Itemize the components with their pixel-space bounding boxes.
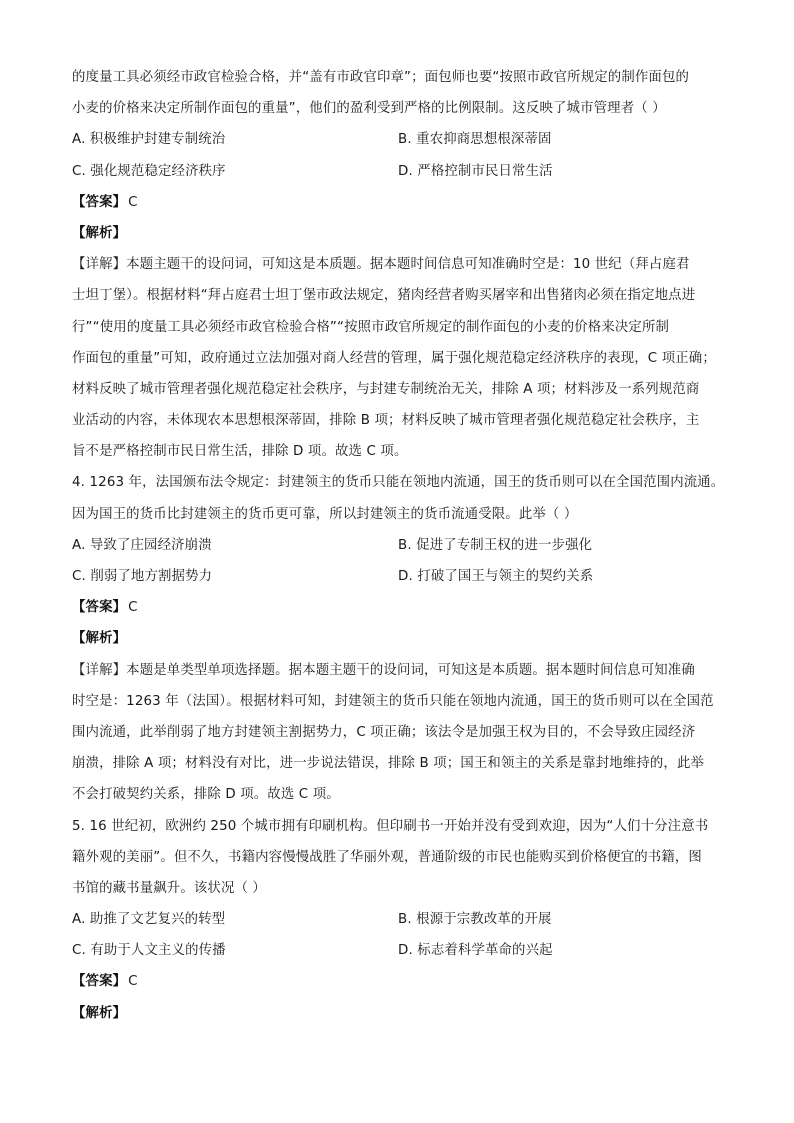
explanation-line: 崩溃，排除 A 项；材料没有对比，进一步说法错误，排除 B 项；国王和领主的关系是靠封地维持的，此举 — [72, 756, 705, 772]
options-row — [72, 904, 732, 935]
options-row — [72, 935, 732, 966]
option-a: A. 积极维护封建专制统治 — [72, 132, 226, 148]
option-b: B. 促进了专制王权的进一步强化 — [398, 537, 593, 553]
explanation-line: 时空是：1263 年（法国）。根据材料可知，封建领主的货币只能在领地内流通，国王的货币则可以在全国范 — [72, 693, 714, 709]
option-d: D. 标志着科学革命的兴起 — [398, 943, 553, 959]
question-stem-line: 小麦的价格来决定所制作面包的重量”，他们的盈利受到严格的比例限制。这反映了城市管理者（ ） — [72, 101, 666, 117]
answer-value: C — [128, 974, 138, 990]
question-stem-line: 的度量工具必须经市政官检验合格，并“盖有市政官印章”；面包师也要“按照市政官所规定的制作面包的 — [72, 70, 690, 85]
explanation-line: 【详解】本题主题干的设问词，可知这是本质题。据本题时间信息可知准确时空是：10 世纪（拜占庭君 — [72, 257, 690, 273]
explanation-line: 材料反映了城市管理者强化规范稳定社会秩序，与封建专制统治无关，排除 A 项；材料涉及一系列规范商 — [72, 381, 700, 397]
explanation-line: 作面包的重量”可知，政府通过立法加强对商人经营的管理，属于强化规范稳定经济秩序的表现，C 项正确； — [72, 350, 716, 366]
question-stem-line: 因为国王的货币比封建领主的货币更可靠，所以封建领主的货币流通受限。此举（ ） — [72, 506, 578, 522]
answer-line — [72, 966, 732, 997]
analysis-line — [72, 218, 732, 249]
option-d: D. 打破了国王与领主的契约关系 — [398, 569, 594, 584]
explanation-line: 行”“使用的度量工具必须经市政官检验合格”“按照市政官所规定的制作面包的小麦的价格来决定所制 — [72, 319, 670, 335]
question-5 — [72, 811, 732, 1029]
answer-tag: 【答案】 — [72, 974, 127, 990]
option-b: B. 重农抑商思想根深蒂固 — [398, 132, 552, 148]
option-c: C. 有助于人文主义的传播 — [72, 943, 226, 959]
option-a: A. 助推了文艺复兴的转型 — [72, 912, 226, 928]
analysis-tag: 【解析】 — [72, 631, 127, 647]
option-d: D. 严格控制市民日常生活 — [398, 163, 553, 179]
answer-tag: 【答案】 — [72, 600, 127, 616]
analysis-tag: 【解析】 — [72, 225, 127, 241]
answer-value: C — [128, 194, 138, 210]
answer-line — [72, 187, 732, 218]
options-row — [72, 530, 732, 561]
explanation-line: 业活动的内容，未体现农本思想根深蒂固，排除 B 项；材料反映了城市管理者强化规范稳定社会秩序，主 — [72, 413, 700, 429]
explanation-line: 围内流通，此举削弱了地方封建领主割据势力，C 项正确；该法令是加强王权为目的，不会导致庄园经济 — [72, 724, 696, 740]
option-b: B. 根源于宗教改革的开展 — [398, 912, 552, 928]
options-row — [72, 156, 732, 187]
question-stem-line: 籍外观的美丽”。但不久，书籍内容慢慢战胜了华丽外观，普通阶级的市民也能购买到价格便宜的书籍，图 — [72, 849, 702, 865]
option-a: A. 导致了庄园经济崩溃 — [72, 537, 212, 553]
answer-value: C — [128, 600, 138, 616]
question-3 — [72, 62, 732, 467]
explanation-line: 不会打破契约关系，排除 D 项。故选 C 项。 — [72, 787, 340, 803]
analysis-line — [72, 623, 732, 654]
question-stem-line: 书馆的藏书量飙升。该状况（ ） — [72, 880, 266, 896]
document-page — [72, 62, 732, 1029]
options-row — [72, 124, 732, 155]
answer-tag: 【答案】 — [72, 194, 127, 210]
question-stem-line: 5. 16 世纪初，欧洲约 250 个城市拥有印刷机构。但印刷书一开始并没有受到欢迎，因为“人们十分注意书 — [72, 818, 709, 834]
analysis-line — [72, 998, 732, 1029]
options-row — [72, 561, 732, 592]
option-c: C. 削弱了地方割据势力 — [72, 569, 213, 584]
question-4 — [72, 467, 732, 810]
question-stem-line: 4. 1263 年，法国颁布法令规定：封建领主的货币只能在领地内流通，国王的货币则可以在全国范围内流通。 — [72, 475, 725, 491]
option-c: C. 强化规范稳定经济秩序 — [72, 163, 226, 179]
answer-line — [72, 592, 732, 623]
explanation-line: 士坦丁堡）。根据材料“拜占庭君士坦丁堡市政法规定，猪肉经营者购买屠宰和出售猪肉必须在指定地点进 — [72, 288, 696, 304]
explanation-line: 旨不是严格控制市民日常生活，排除 D 项。故选 C 项。 — [72, 444, 408, 460]
explanation-line: 【详解】本题是单类型单项选择题。据本题主题干的设问词，可知这是本质题。据本题时间信息可知准确 — [72, 662, 695, 678]
analysis-tag: 【解析】 — [72, 1005, 127, 1021]
